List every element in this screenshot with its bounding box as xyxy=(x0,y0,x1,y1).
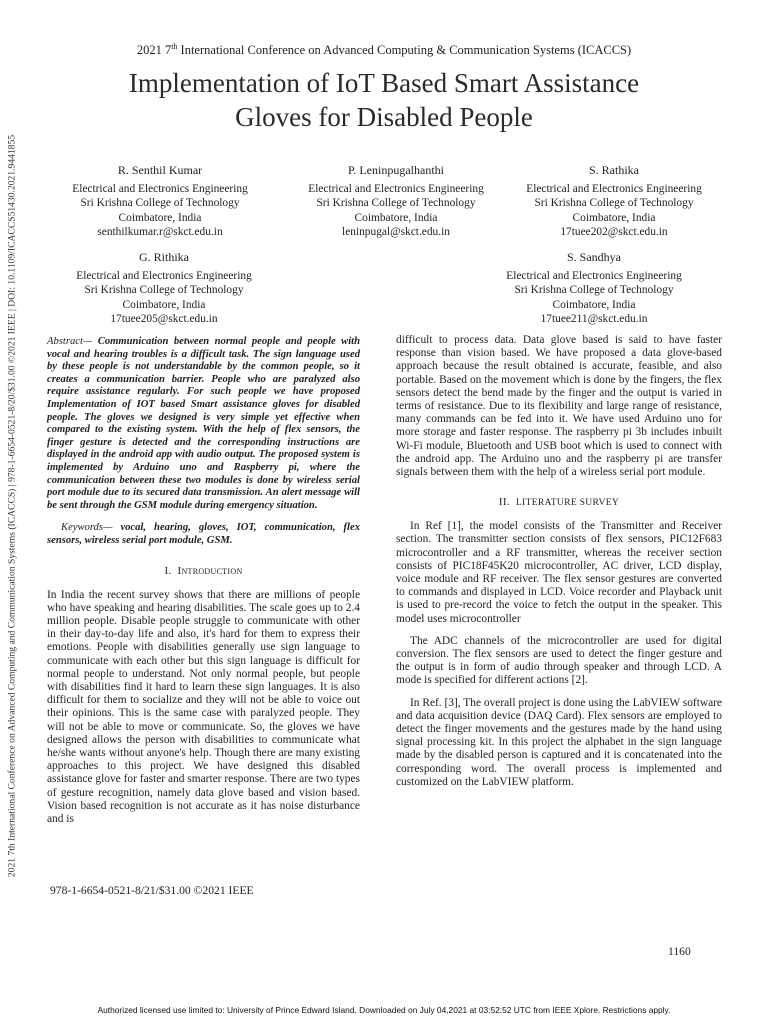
author-name: S. Sandhya xyxy=(567,250,621,264)
intro-continued-paragraph: difficult to process data. Data glove based is said to have faster response than vision based. We have proposed a data glove-based approach because the result obtained is accurate, feasible, and also portable. Based on the movement which is done by the fingers, the flex sensors detect the bend made by the finger and the output is varied in terms of resistance. Due to its flexibility and large range of resistance, many commands can be fed into it. We have used Arduino uno for more storage and faster response. The raspberry pi 3b includes inbuilt Wi-Fi module, Bluetooth and USB boot which is used to connect with the android app. The Arduino uno and the raspberry pi are transfer signals between them with the help of a wireless serial port module. xyxy=(396,334,722,479)
author-email: senthilkumar.r@skct.edu.in xyxy=(97,225,223,238)
author-city: Coimbatore, India xyxy=(122,298,206,311)
side-citation-text: 2021 7th International Conference on Advanced Computing and Communication Systems (ICACCS) | 978-1-6654-0521-8/20/$31.00 ©2021 IEEE | DOI: 10.1109/ICACCS51430.2021.9441855 xyxy=(6,134,18,878)
author-city: Coimbatore, India xyxy=(118,211,202,224)
author-4 xyxy=(44,250,284,326)
literature-paragraph-1: In Ref [1], the model consists of the Transmitter and Receiver section. The transmitter section consists of flex sensors, PIC12F683 microcontroller and a RF transmitter, whereas the receiver section consists of PIC18F45K20 microcontroller, AC driver, LCD display, voice module and RF receiver. The flex sensor gestures are converted to commands and displayed in LCD. Voice recorder and Playback unit is used to pre-record the voice to fetch the output in the speaker. This model uses microcontroller xyxy=(396,520,722,625)
abstract-body: Communication between normal people and people with vocal and hearing troubles is a difficult task. The sign language used by these people is not understandable by the common people, so it creates a communication barrier. People who are paralyzed also require assistance regularly. For such people we have proposed Implementation of IOT based Smart assistance gloves for disabled people. The gloves we designed is very simple yet effective when compared to the existing system. With the help of flex sensors, the finger gesture is detected and the corresponding instructions are displayed in the android app with audio output. The proposed system is implemented by Arduino uno and Raspberry pi, where the communication between these two modules is done by wireless serial port module due to its secured data transmission. An alert message will be sent through the GSM module during emergency situation. xyxy=(47,336,361,511)
paper-title xyxy=(0,66,768,134)
section-heading-literature-survey xyxy=(396,496,722,508)
author-email: 17tuee205@skct.edu.in xyxy=(110,312,218,325)
author-city: Coimbatore, India xyxy=(354,211,438,224)
author-college: Sri Krishna College of Technology xyxy=(80,197,240,210)
literature-paragraph-2: The ADC channels of the microcontroller are used for digital conversion. The flex sensors are used to detect the finger gesture and the output is in form of audio through speaker and through LCD. A mode is specified for different actions [2]. xyxy=(396,634,722,687)
author-2 xyxy=(276,163,516,239)
left-column xyxy=(47,336,360,826)
author-dept: Electrical and Electronics Engineering xyxy=(526,183,702,196)
section-number: I. xyxy=(164,564,172,577)
author-college: Sri Krishna College of Technology xyxy=(534,197,694,210)
author-name: G. Rithika xyxy=(139,250,189,264)
section-number: II. xyxy=(498,496,510,509)
isbn-copyright: 978-1-6654-0521-8/21/$31.00 ©2021 IEEE xyxy=(50,884,254,897)
page-number: 1160 xyxy=(668,945,691,958)
right-column xyxy=(396,334,722,789)
section-heading-introduction xyxy=(47,565,360,577)
author-5 xyxy=(474,250,714,326)
keywords-body: vocal, hearing, gloves, IOT, communication, flex sensors, wireless serial port module, GSM. xyxy=(47,522,360,546)
abstract-lead: Abstract— xyxy=(47,336,98,347)
author-email: leninpugal@skct.edu.in xyxy=(342,225,450,238)
author-dept: Electrical and Electronics Engineering xyxy=(308,183,484,196)
keywords-lead: Keywords— xyxy=(61,522,121,534)
conference-ordinal-suffix: th xyxy=(171,42,178,51)
author-email: 17tuee211@skct.edu.in xyxy=(540,312,648,325)
conference-ordinal: 7 xyxy=(164,43,172,58)
author-name: P. Leninpugalhanthi xyxy=(348,163,444,177)
author-dept: Electrical and Electronics Engineering xyxy=(72,183,248,196)
author-name: S. Rathika xyxy=(589,163,639,177)
author-email: 17tuee202@skct.edu.in xyxy=(560,225,668,238)
literature-paragraph-3: In Ref. [3], The overall project is done using the LabVIEW software and data acquisition device (DAQ Card). Flex sensors are employed to detect the finger movements and the gestures made by the hand using signal processing kit. In this project the alphabet in the sign language made by the disabled person is captured and it is concatenated into the corresponding word. The overall process is implemented and customized on the LabVIEW platform. xyxy=(396,696,722,788)
license-footer: Authorized licensed use limited to: University of Prince Edward Island. Downloaded on July 04,2021 at 03:52:52 UTC from IEEE Xplore. Restrictions apply. xyxy=(97,1005,671,1015)
conference-header xyxy=(0,42,768,58)
keywords xyxy=(47,522,360,547)
conference-name: International Conference on Advanced Computing & Communication Systems (ICACCS) xyxy=(177,43,632,58)
section-title: Introduction xyxy=(177,564,243,577)
author-3 xyxy=(494,163,734,239)
author-college: Sri Krishna College of Technology xyxy=(514,284,674,297)
author-college: Sri Krishna College of Technology xyxy=(316,197,476,210)
side-citation-strip xyxy=(4,136,20,876)
section-title: LITERATURE SURVEY xyxy=(515,497,620,509)
author-city: Coimbatore, India xyxy=(552,298,636,311)
author-name: R. Senthil Kumar xyxy=(117,163,203,177)
author-dept: Electrical and Electronics Engineering xyxy=(76,270,252,283)
introduction-paragraph: In India the recent survey shows that there are millions of people who have speaking and hearing disabilities. The scale goes up to 2.4 million people. Disable people struggle to communicate with other in their day-to-day life and also, it's hard for them to express their emotions. People with disabilities generally use sign language to communicate with each other but this sign language is difficult for normal people to understand. Not only normal people, but people with disabilities find it hard to learn these sign languages. It is also difficult for them to socialize and they will not be able to voice out their opinions. This is the same case with paralyzed people. They will not be able to move or communicate. So, the gloves we have designed allows the person with disabilities to communicate what he/she wants without anyone's help. Though there are many existing approaches to this project. We have designed this disabled assistance glove for faster and smarter response. There are two types of gesture recognition, namely data glove based and vision based. Vision based recognition is not accurate as it has noise disturbance and is xyxy=(47,588,360,825)
title-line-2: Gloves for Disabled People xyxy=(235,102,533,132)
title-line-1: Implementation of IoT Based Smart Assistance xyxy=(128,68,640,98)
author-city: Coimbatore, India xyxy=(572,211,656,224)
abstract xyxy=(47,336,360,512)
author-college: Sri Krishna College of Technology xyxy=(84,284,244,297)
conference-year: 2021 xyxy=(136,43,162,58)
author-dept: Electrical and Electronics Engineering xyxy=(506,270,682,283)
author-1 xyxy=(40,163,280,239)
